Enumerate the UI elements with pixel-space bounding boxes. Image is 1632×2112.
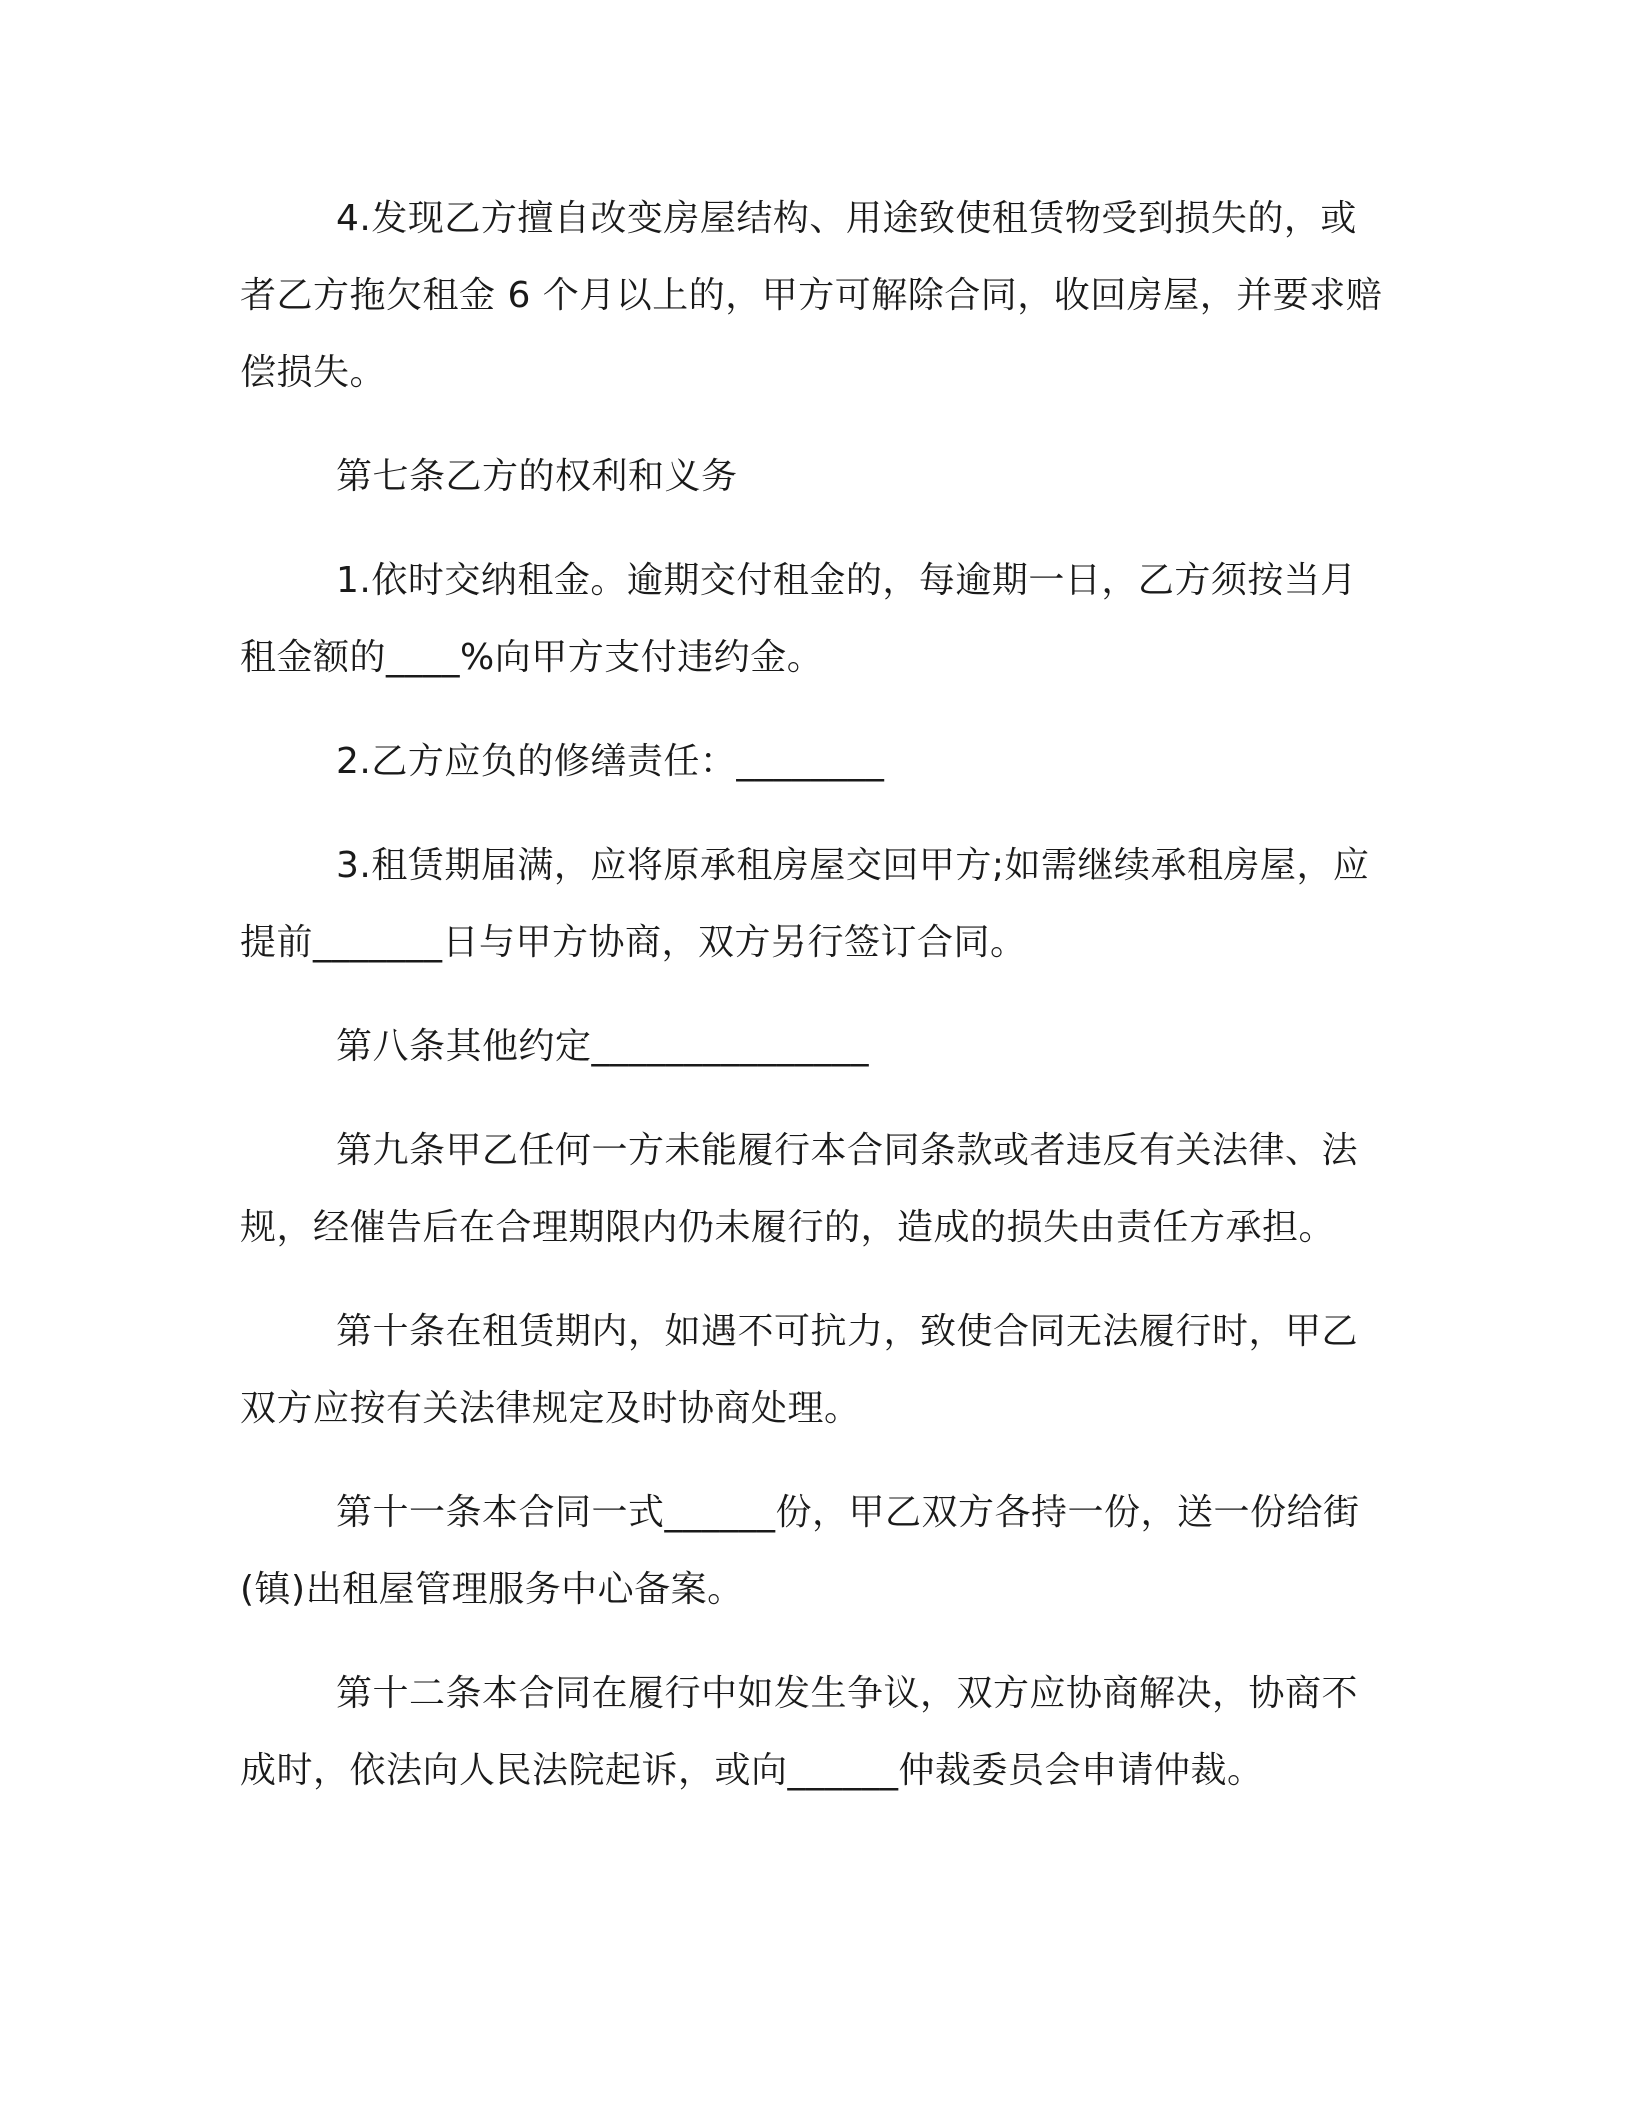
paragraph-article-12: 第十二条本合同在履行中如发生争议，双方应协商解决，协商不成时，依法向人民法院起诉，或向______仲裁委员会申请仲裁。 <box>240 1673 1359 1791</box>
heading-article-7: 第七条乙方的权利和义务 <box>336 456 738 497</box>
paragraph-clause-6-item-4: 4.发现乙方擅自改变房屋结构、用途致使租赁物受到损失的，或者乙方拖欠租金 6 个月以上的，甲方可解除合同，收回房屋，并要求赔偿损失。 <box>240 198 1383 393</box>
paragraph-clause-7-item-1: 1.依时交纳租金。逾期交付租金的，每逾期一日，乙方须按当月租金额的____%向甲方支付违约金。 <box>240 560 1357 678</box>
paragraph-article-9: 第九条甲乙任何一方未能履行本合同条款或者违反有关法律、法规，经催告后在合理期限内仍未履行的，造成的损失由责任方承担。 <box>240 1130 1359 1248</box>
document-body <box>240 180 1390 1836</box>
paragraph-article-10: 第十条在租赁期内，如遇不可抗力，致使合同无法履行时，甲乙双方应按有关法律规定及时协商处理。 <box>240 1311 1359 1429</box>
paragraph-article-11: 第十一条本合同一式______份，甲乙双方各持一份，送一份给街(镇)出租屋管理服务中心备案。 <box>240 1492 1360 1610</box>
paragraph-article-8: 第八条其他约定_______________ <box>336 1026 870 1067</box>
paragraph-clause-7-item-3: 3.租赁期届满，应将原承租房屋交回甲方;如需继续承租房屋，应提前_______日与甲方协商，双方另行签订合同。 <box>240 845 1370 963</box>
paragraph-clause-7-item-2: 2.乙方应负的修缮责任：________ <box>336 741 885 782</box>
